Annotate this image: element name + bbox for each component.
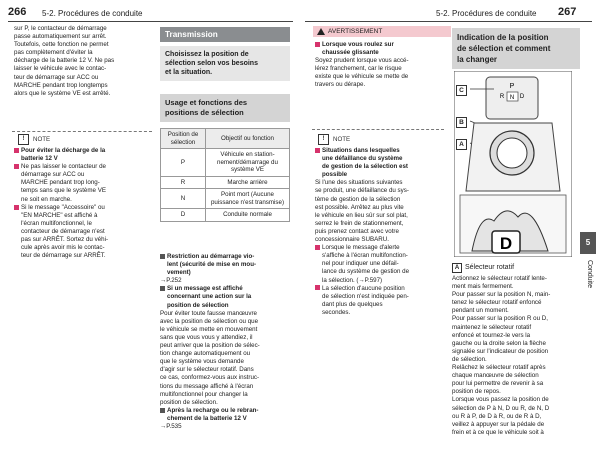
col1-note: Pour éviter la décharge de la batterie 12 V Ne pas laisser le contacteur de démarrage sur ACC ou MARCHE pendant trop long- temps sans que le système VE ne soit en marche. Si le message "Accessoire" ou "EN MARCHE" est affiché à l'écran multifonctionnel, le contacteur de démarrage n'est pas sur ARRÊT. Sortez du véhi- cule après avoir mis le contac- teur de démarrage sur ARRÊT.	[14, 147, 154, 260]
note-header	[18, 134, 50, 145]
shift-indication-title: Indication de la position de sélection et comment la changer	[452, 28, 580, 69]
col1-intro: sur P, le contacteur de démarrage passe automatiquement sur arrêt. Toutefois, cette fonction ne permet pas complètement d'éviter la décharge de la batterie 12 V. Ne pas laisser le véhicule avec le contac- teur de démarrage sur ACC ou MARCHE pendant trop longtemps alors que le système VE est arrêté.	[14, 25, 115, 97]
note-label: NOTE	[33, 136, 51, 143]
note-icon: !	[18, 134, 29, 145]
table-row	[161, 149, 290, 177]
bullet-icon	[315, 285, 320, 290]
shifter-illustration	[454, 71, 572, 257]
page-reference: →P.252	[160, 277, 182, 285]
header-rule-left	[8, 21, 293, 22]
col2-body: Restriction au démarrage vio- lent (sécurité de mise en mou- vement) →P.252 Si un message est affiché concernant une action sur la position de sélection Pour éviter toute fausse manœuvre avec la position de sélection ou que le véhicule se mette en mouvement sans que vous vous y attendiez, il peut arriver que la position de sélec- tion change automatiquement ou que le système vous demande d'agir sur le sélecteur rotatif. Dans ce cas, conformez-vous aux instruc- tions du message affiché à l'écran multifonctionnel pour changer la position de sélection. Après la recharge ou le rebran- chement de la batterie 12 V →P.535	[160, 253, 294, 431]
bullet-icon	[14, 164, 19, 169]
table-cell: R	[161, 176, 206, 189]
shift-letter-d: D	[519, 94, 525, 100]
left-page-number: 266	[8, 6, 27, 18]
table-cell: Véhicule en station- nement/démarrage du système VE	[206, 149, 290, 177]
left-section-title: 5-2. Procédures de conduite	[42, 9, 143, 18]
col4-body: A Sélecteur rotatif Actionnez le sélecteur rotatif lente- ment mais fermement. Pour passer sur la position N, main- tenez le sélecteur rotatif enfoncé pendant un moment. Pour passer sur la position R ou D, maintenez le sélecteur rotatif enfoncé et tournez-le vers la gauche ou la droite selon la flèche signalée sur l'indicateur de position de sélection. Relâchez le sélecteur rotatif après chaque manœuvre de sélection pour lui permettre de revenir à sa position de repos. Lorsque vous passez la position de sélection de P à N, D ou R, de N, D ou R à P, de D à R, ou de R à D, veillez à appuyer sur la pédale de frein et à ce que le véhicule soit à	[452, 264, 551, 436]
callout-c: C	[456, 85, 467, 96]
bullet-icon	[14, 205, 19, 210]
table-cell: Point mort (Aucune puissance n'est transmise)	[206, 189, 290, 209]
caption-letter: A	[452, 263, 462, 273]
shift-letter-r: R	[499, 94, 505, 100]
note-divider	[312, 129, 444, 130]
note-header: ! NOTE	[318, 134, 350, 145]
bullet-icon	[315, 245, 320, 250]
table-cell: Marche arrière	[206, 176, 290, 189]
transmission-title: Transmission	[160, 27, 290, 42]
shift-letter-n: N	[509, 95, 515, 101]
table-header: Position de sélection	[161, 129, 206, 149]
table-cell: P	[161, 149, 206, 177]
table-cell: N	[161, 189, 206, 209]
col3-note: Situations dans lesquelles une défaillance du système de gestion de la sélection est possible Si l'une des situations suivantes se produit, une défaillance du sys- tème de gestion de la sélection est possible. Arrêtez au plus vite le véhicule en lieu sûr sur sol plat, serrez le frein de stationnement, puis prenez contact avec votre concessionnaire SUBARU. Lorsque le message d'alerte s'affiche à l'écran multifonction- nel pour indiquer une défail- lance du système de gestion de la sélection. (→P.597) La sélection d'aucune position de sélection n'est indiquée pen- dant plus de quelques secondes.	[315, 147, 410, 316]
table-header: Objectif ou fonction	[206, 129, 290, 149]
table-row	[161, 189, 290, 209]
bullet-icon	[14, 148, 19, 153]
warning-header: AVERTISSEMENT	[313, 26, 451, 37]
bullet-icon	[160, 254, 165, 259]
knob-closeup-letter: D	[499, 234, 513, 253]
shift-letter-p: P	[509, 83, 515, 90]
note-icon: !	[318, 134, 329, 145]
chapter-tab-number: 5	[580, 232, 596, 254]
bullet-icon	[160, 286, 165, 291]
rotary-knob-inner	[497, 138, 527, 168]
table-cell: Conduite normale	[206, 209, 290, 222]
header-rule-right	[305, 21, 592, 22]
usage-box: Usage et fonctions des positions de sélection	[160, 94, 290, 122]
callout-b: B	[456, 117, 467, 128]
bullet-icon	[160, 408, 165, 413]
warning-body: Lorsque vous roulez sur chaussée glissante Soyez prudent lorsque vous accé- lérez franchement, car le risque existe que le véhicule se mette de travers ou dérape.	[315, 41, 409, 89]
table-header-row	[161, 129, 290, 149]
selection-table	[160, 128, 290, 222]
right-page-number: 267	[558, 6, 577, 18]
note-divider	[12, 131, 152, 132]
right-section-title: 5-2. Procédures de conduite	[436, 9, 537, 18]
table-cell: D	[161, 209, 206, 222]
bullet-icon	[315, 42, 320, 47]
bullet-icon	[315, 148, 320, 153]
chapter-tab-label: Conduite	[586, 259, 593, 289]
warning-triangle-icon	[317, 28, 325, 35]
choose-box: Choisissez la position de sélection selon vos besoins et la situation.	[160, 46, 290, 81]
page-reference: →P.535	[160, 422, 182, 430]
callout-a: A	[456, 139, 467, 150]
table-row	[161, 209, 290, 222]
table-row	[161, 176, 290, 189]
caption: Sélecteur rotatif	[465, 264, 515, 271]
